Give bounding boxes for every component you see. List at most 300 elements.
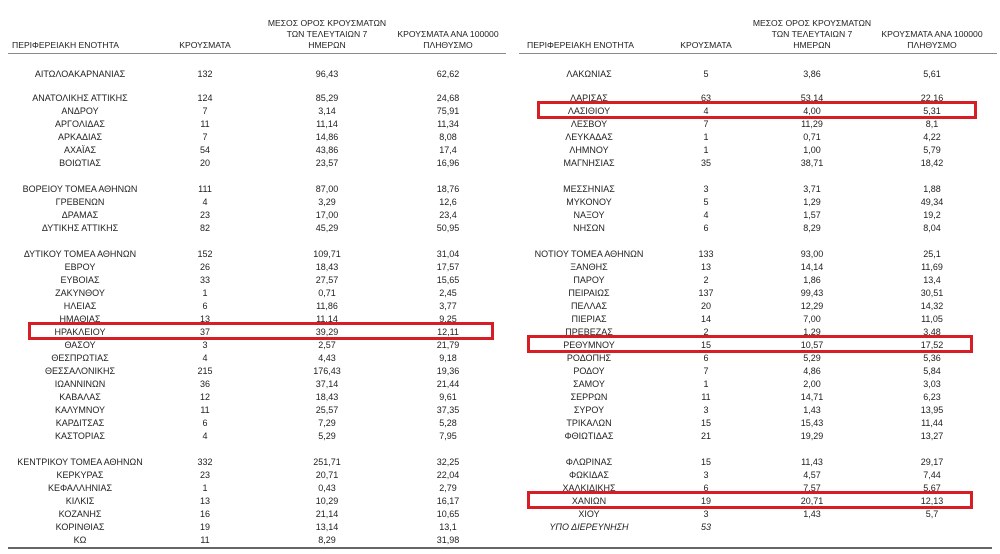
region-cell: ΜΕΣΣΗΝΙΑΣ (563, 184, 615, 194)
per100k-cell: 5,84 (923, 366, 941, 376)
table-row (0, 391, 510, 404)
cases-cell: 2 (703, 275, 709, 285)
table-row (515, 196, 1000, 209)
region-cell: ΝΗΣΩΝ (573, 223, 605, 233)
region-cell: ΡΟΔΟΥ (573, 366, 605, 376)
table-row (0, 274, 510, 287)
per100k-cell: 22,16 (920, 93, 944, 103)
region-cell: ΚΑΛΥΜΝΟΥ (54, 405, 106, 415)
avg-cell: 87,00 (315, 184, 339, 194)
region-cell: ΑΡΓΟΛΙΔΑΣ (55, 119, 105, 129)
table-row (515, 118, 1000, 131)
avg-cell: 0,43 (318, 483, 336, 493)
cases-cell: 6 (703, 483, 709, 493)
avg-cell: 99,43 (800, 288, 824, 298)
header-per100k-line1: ΚΡΟΥΣΜΑΤΑ ΑΝΑ 100000 (881, 29, 983, 39)
per100k-cell: 17,52 (920, 340, 944, 350)
avg-cell: 11,86 (316, 301, 338, 311)
region-cell: ΠΕΙΡΑΙΩΣ (568, 288, 610, 298)
region-cell: ΦΩΚΙΔΑΣ (569, 470, 609, 480)
per100k-cell: 9,18 (439, 353, 457, 363)
per100k-cell: 18,42 (920, 158, 944, 168)
table-row (0, 157, 510, 170)
region-cell: ΠΙΕΡΙΑΣ (571, 314, 607, 324)
table-row (515, 391, 1000, 404)
table-row (515, 209, 1000, 222)
table-row (0, 339, 510, 352)
table-row (0, 92, 510, 105)
per100k-cell: 22,04 (436, 470, 460, 480)
per100k-cell: 17,4 (439, 145, 457, 155)
cases-cell: 15 (700, 457, 711, 467)
per100k-cell: 18,76 (436, 184, 460, 194)
region-cell: ΦΘΙΩΤΙΔΑΣ (564, 431, 614, 441)
cases-cell: 137 (698, 288, 714, 298)
region-cell: ΣΑΜΟΥ (573, 379, 605, 389)
table-row (515, 287, 1000, 300)
region-cell: ΑΙΤΩΛΟΑΚΑΡΝΑΝΙΑΣ (34, 69, 126, 79)
cases-cell: 4 (703, 106, 709, 116)
per100k-cell: 11,69 (921, 262, 943, 272)
region-cell: ΝΑΞΟΥ (573, 210, 605, 220)
cases-cell: 7 (202, 106, 208, 116)
avg-cell: 3,14 (318, 106, 336, 116)
cases-cell: 1 (703, 132, 709, 142)
cases-cell: 15 (700, 418, 711, 428)
region-cell: ΔΡΑΜΑΣ (61, 210, 99, 220)
region-cell: ΙΩΑΝΝΙΝΩΝ (54, 379, 106, 389)
region-cell: ΞΑΝΘΗΣ (570, 262, 608, 272)
cases-cell: 3 (703, 470, 709, 480)
table-row (515, 300, 1000, 313)
per100k-cell: 5,61 (923, 69, 941, 79)
per100k-cell: 19,2 (923, 210, 941, 220)
right-table-header (515, 0, 1000, 54)
region-cell: ΒΟΡΕΙΟΥ ΤΟΜΕΑ ΑΘΗΝΩΝ (22, 184, 138, 194)
per100k-cell: 5,28 (439, 418, 457, 428)
region-cell: ΘΑΣΟΥ (64, 340, 96, 350)
region-cell: ΑΧΑΪΑΣ (63, 145, 97, 155)
region-cell: ΔΥΤΙΚΗΣ ΑΤΤΙΚΗΣ (41, 223, 119, 233)
highlight-box (28, 322, 494, 340)
region-cell: ΠΑΡΟΥ (573, 275, 605, 285)
region-cell: ΛΕΥΚΑΔΑΣ (565, 132, 613, 142)
region-cell: ΘΕΣΠΡΩΤΙΑΣ (51, 353, 109, 363)
avg-cell: 2,57 (318, 340, 336, 350)
region-cell: ΚΑΣΤΟΡΙΑΣ (55, 431, 105, 441)
cases-cell: 124 (197, 93, 213, 103)
table-row (0, 534, 510, 547)
per100k-cell: 6,23 (923, 392, 941, 402)
header-avg-line1: ΜΕΣΟΣ ΟΡΟΣ ΚΡΟΥΣΜΑΤΩΝ (752, 18, 872, 28)
region-cell: ΛΑΣΙΘΙΟΥ (567, 106, 611, 116)
table-row (515, 417, 1000, 430)
cases-cell: 6 (703, 353, 709, 363)
table-row (0, 248, 510, 261)
cases-cell: 3 (703, 405, 709, 415)
per100k-cell: 21,79 (436, 340, 460, 350)
region-cell: ΡΕΘΥΜΝΟΥ (563, 340, 615, 350)
per100k-cell: 8,08 (439, 132, 457, 142)
avg-cell: 18,43 (315, 262, 339, 272)
per100k-cell: 16,17 (436, 496, 460, 506)
cases-cell: 4 (202, 431, 208, 441)
table-row (0, 287, 510, 300)
table-row (515, 131, 1000, 144)
table-row (0, 105, 510, 118)
table-row (515, 313, 1000, 326)
cases-cell: 4 (202, 353, 208, 363)
cases-cell: 133 (698, 249, 714, 259)
region-cell: ΧΑΛΚΙΔΙΚΗΣ (562, 483, 616, 493)
avg-cell: 1,43 (803, 509, 821, 519)
avg-cell: 14,14 (800, 262, 824, 272)
region-cell: ΚΑΒΑΛΑΣ (59, 392, 101, 402)
avg-cell: 43,86 (315, 145, 339, 155)
table-row (0, 131, 510, 144)
per100k-cell: 12,11 (437, 327, 459, 337)
avg-cell: 8,29 (318, 535, 336, 545)
header-avg-line2: ΤΩΝ ΤΕΛΕΥΤΑΙΩΝ 7 (771, 29, 853, 39)
region-cell: ΚΕΦΑΛΛΗΝΙΑΣ (47, 483, 113, 493)
cases-cell: 33 (199, 275, 210, 285)
cases-cell: 13 (199, 314, 210, 324)
per100k-cell: 13,95 (920, 405, 944, 415)
avg-cell: 18,43 (315, 392, 339, 402)
region-cell: ΗΜΑΘΙΑΣ (59, 314, 101, 324)
table-row (515, 521, 1000, 534)
cases-cell: 7 (202, 132, 208, 142)
avg-cell: 20,71 (800, 496, 824, 506)
header-cases: ΚΡΟΥΣΜΑΤΑ (179, 40, 231, 50)
table-row (0, 144, 510, 157)
region-cell: ΡΟΔΟΠΗΣ (566, 353, 612, 363)
avg-cell: 1,00 (803, 145, 821, 155)
cases-cell: 13 (199, 496, 210, 506)
cases-cell: 111 (198, 184, 212, 194)
header-region: ΠΕΡΙΦΕΡΕΙΑΚΗ ΕΝΟΤΗΤΑ (12, 40, 119, 50)
cases-cell: 4 (202, 197, 208, 207)
table-row (0, 456, 510, 469)
per100k-cell: 17,57 (436, 262, 460, 272)
per100k-cell: 62,62 (436, 69, 460, 79)
region-cell: ΣΕΡΡΩΝ (570, 392, 608, 402)
cases-cell: 7 (703, 366, 709, 376)
table-row (0, 209, 510, 222)
per100k-cell: 12,6 (439, 197, 457, 207)
avg-cell: 12,29 (800, 301, 824, 311)
bottom-rule (8, 547, 992, 549)
cases-cell: 4 (703, 210, 709, 220)
cases-cell: 11 (200, 405, 210, 415)
region-cell: ΖΑΚΥΝΘΟΥ (55, 288, 105, 298)
header-region: ΠΕΡΙΦΕΡΕΙΑΚΗ ΕΝΟΤΗΤΑ (527, 40, 634, 50)
cases-cell: 2 (703, 327, 709, 337)
region-cell: ΛΑΡΙΣΑΣ (570, 93, 608, 103)
table-row (515, 68, 1000, 81)
table-row (0, 495, 510, 508)
table-row (515, 157, 1000, 170)
avg-cell: 1,29 (803, 327, 821, 337)
table-row (515, 261, 1000, 274)
header-rule (519, 53, 997, 54)
avg-cell: 251,71 (313, 457, 341, 467)
table-row (515, 183, 1000, 196)
cases-cell: 37 (199, 327, 210, 337)
region-cell: ΕΒΡΟΥ (64, 262, 96, 272)
per100k-cell: 31,98 (436, 535, 460, 545)
cases-cell: 1 (202, 288, 208, 298)
cases-cell: 63 (700, 93, 711, 103)
region-cell: ΒΟΙΩΤΙΑΣ (59, 158, 101, 168)
cases-cell: 19 (199, 522, 210, 532)
header-per100k-line2: ΠΛΗΘΥΣΜΟ (423, 40, 473, 50)
header-avg-line3: ΗΜΕΡΩΝ (308, 40, 346, 50)
region-cell: ΥΠΟ ΔΙΕΡΕΥΝΗΣΗ (549, 522, 629, 532)
cases-cell: 23 (199, 210, 210, 220)
per100k-cell: 12,13 (920, 496, 944, 506)
per100k-cell: 9,61 (439, 392, 457, 402)
region-cell: ΚΙΛΚΙΣ (65, 496, 95, 506)
cases-cell: 5 (703, 197, 709, 207)
region-cell: ΜΑΓΝΗΣΙΑΣ (563, 158, 615, 168)
cases-cell: 15 (700, 340, 711, 350)
avg-cell: 1,29 (803, 197, 821, 207)
region-cell: ΠΡΕΒΕΖΑΣ (565, 327, 613, 337)
per100k-cell: 37,35 (436, 405, 460, 415)
per100k-cell: 24,68 (436, 93, 460, 103)
avg-cell: 21,14 (315, 509, 339, 519)
per100k-cell: 9,25 (439, 314, 457, 324)
region-cell: ΔΥΤΙΚΟΥ ΤΟΜΕΑ ΑΘΗΝΩΝ (23, 249, 137, 259)
avg-cell: 5,29 (803, 353, 821, 363)
table-row (0, 378, 510, 391)
header-avg-line1: ΜΕΣΟΣ ΟΡΟΣ ΚΡΟΥΣΜΑΤΩΝ (267, 18, 387, 28)
table-row (0, 365, 510, 378)
cases-cell: 21 (700, 431, 711, 441)
avg-cell: 13,14 (315, 522, 339, 532)
table-row (515, 248, 1000, 261)
highlight-box (527, 491, 973, 509)
header-per100k-line2: ΠΛΗΘΥΣΜΟ (907, 40, 957, 50)
avg-cell: 10,57 (800, 340, 824, 350)
avg-cell: 11,14 (316, 119, 338, 129)
table-row (0, 68, 510, 81)
table-row (515, 469, 1000, 482)
per100k-cell: 1,88 (923, 184, 941, 194)
region-cell: ΛΑΚΩΝΙΑΣ (566, 69, 612, 79)
per100k-cell: 49,34 (920, 197, 944, 207)
avg-cell: 7,57 (803, 483, 821, 493)
per100k-cell: 25,1 (923, 249, 941, 259)
avg-cell: 10,29 (315, 496, 339, 506)
table-row (0, 482, 510, 495)
cases-cell: 35 (700, 158, 711, 168)
avg-cell: 27,57 (315, 275, 339, 285)
avg-cell: 4,43 (318, 353, 336, 363)
cases-cell: 12 (199, 392, 210, 402)
cases-cell: 6 (202, 301, 208, 311)
avg-cell: 11,43 (801, 457, 823, 467)
per100k-cell: 3,48 (923, 327, 941, 337)
table-row (515, 404, 1000, 417)
per100k-cell: 14,32 (920, 301, 944, 311)
per100k-cell: 21,44 (436, 379, 460, 389)
region-cell: ΚΩ (73, 535, 87, 545)
avg-cell: 25,57 (315, 405, 339, 415)
table-row (515, 352, 1000, 365)
per100k-cell: 8,1 (925, 119, 939, 129)
avg-cell: 8,29 (803, 223, 821, 233)
avg-cell: 7,29 (318, 418, 336, 428)
per100k-cell: 15,65 (436, 275, 460, 285)
per100k-cell: 31,04 (436, 249, 460, 259)
per100k-cell: 11,05 (921, 314, 943, 324)
cases-cell: 82 (199, 223, 210, 233)
cases-cell: 19 (700, 496, 711, 506)
table-row (515, 144, 1000, 157)
per100k-cell: 30,51 (920, 288, 944, 298)
avg-cell: 1,57 (803, 210, 821, 220)
region-cell: ΓΡΕΒΕΝΩΝ (55, 197, 105, 207)
per100k-cell: 13,27 (920, 431, 944, 441)
table-row (515, 365, 1000, 378)
region-cell: ΚΟΡΙΝΘΙΑΣ (55, 522, 105, 532)
header-cases: ΚΡΟΥΣΜΑΤΑ (680, 40, 732, 50)
cases-cell: 3 (703, 509, 709, 519)
cases-cell: 215 (197, 366, 213, 376)
avg-cell: 11,29 (801, 119, 823, 129)
per100k-cell: 13,1 (439, 522, 457, 532)
cases-cell: 53 (700, 522, 711, 532)
table-row (515, 222, 1000, 235)
table-row (0, 222, 510, 235)
left-table-header (0, 0, 510, 54)
per100k-cell: 11,34 (437, 119, 459, 129)
table-row (0, 417, 510, 430)
header-per100k (867, 29, 997, 51)
avg-cell: 14,86 (315, 132, 339, 142)
region-cell: ΣΥΡΟΥ (573, 405, 605, 415)
avg-cell: 3,71 (803, 184, 821, 194)
region-cell: ΚΕΝΤΡΙΚΟΥ ΤΟΜΕΑ ΑΘΗΝΩΝ (17, 457, 143, 467)
table-row (0, 404, 510, 417)
table-row (515, 456, 1000, 469)
cases-cell: 1 (202, 483, 208, 493)
avg-cell: 7,00 (803, 314, 821, 324)
per100k-cell: 29,17 (920, 457, 944, 467)
cases-cell: 152 (197, 249, 213, 259)
per100k-cell: 3,03 (923, 379, 941, 389)
avg-cell: 4,57 (803, 470, 821, 480)
region-cell: ΠΕΛΛΑΣ (570, 301, 608, 311)
header-per100k-line1: ΚΡΟΥΣΜΑΤΑ ΑΝΑ 100000 (397, 29, 499, 39)
avg-cell: 93,00 (800, 249, 824, 259)
table-row (515, 508, 1000, 521)
per100k-cell: 23,4 (439, 210, 457, 220)
table-row (0, 183, 510, 196)
region-cell: ΧΑΝΙΩΝ (571, 496, 607, 506)
region-cell: ΛΗΜΝΟΥ (569, 145, 609, 155)
avg-cell: 3,86 (803, 69, 821, 79)
avg-cell: 38,71 (800, 158, 824, 168)
per100k-cell: 5,67 (923, 483, 941, 493)
avg-cell: 176,43 (313, 366, 341, 376)
avg-cell: 37,14 (315, 379, 339, 389)
cases-cell: 36 (199, 379, 210, 389)
cases-cell: 11 (200, 535, 210, 545)
table-row (0, 430, 510, 443)
per100k-cell: 13,4 (923, 275, 941, 285)
cases-cell: 11 (701, 392, 711, 402)
region-cell: ΕΥΒΟΙΑΣ (60, 275, 100, 285)
header-avg (262, 18, 392, 51)
avg-cell: 23,57 (315, 158, 339, 168)
cases-cell: 6 (703, 223, 709, 233)
per100k-cell: 10,65 (436, 509, 460, 519)
region-cell: ΗΛΕΙΑΣ (63, 301, 97, 311)
region-cell: ΚΟΖΑΝΗΣ (58, 509, 102, 519)
avg-cell: 85,29 (315, 93, 339, 103)
cases-cell: 20 (700, 301, 711, 311)
header-avg (747, 18, 877, 51)
avg-cell: 11,14 (316, 314, 338, 324)
table-row (0, 196, 510, 209)
region-cell: ΛΕΣΒΟΥ (570, 119, 608, 129)
cases-cell: 6 (202, 418, 208, 428)
avg-cell: 39,29 (315, 327, 339, 337)
region-cell: ΗΡΑΚΛΕΙΟΥ (54, 327, 106, 337)
per100k-cell: 4,22 (923, 132, 941, 142)
table-row (0, 300, 510, 313)
region-cell: ΜΥΚΟΝΟΥ (566, 197, 612, 207)
header-avg-line2: ΤΩΝ ΤΕΛΕΥΤΑΙΩΝ 7 (286, 29, 368, 39)
avg-cell: 15,43 (800, 418, 824, 428)
cases-cell: 5 (703, 69, 709, 79)
table-row (515, 430, 1000, 443)
table-row (515, 378, 1000, 391)
region-cell: ΘΕΣΣΑΛΟΝΙΚΗΣ (44, 366, 116, 376)
cases-cell: 20 (199, 158, 210, 168)
per100k-cell: 5,36 (923, 353, 941, 363)
per100k-cell: 75,91 (436, 106, 460, 116)
avg-cell: 20,71 (315, 470, 339, 480)
table-row (0, 352, 510, 365)
cases-cell: 1 (703, 145, 709, 155)
region-cell: ΤΡΙΚΑΛΩΝ (566, 418, 612, 428)
avg-cell: 5,29 (318, 431, 336, 441)
per100k-cell: 32,25 (436, 457, 460, 467)
per100k-cell: 16,96 (436, 158, 460, 168)
avg-cell: 4,86 (803, 366, 821, 376)
region-cell: ΦΛΩΡΙΝΑΣ (565, 457, 613, 467)
cases-cell: 3 (703, 184, 709, 194)
avg-cell: 96,43 (315, 69, 339, 79)
region-cell: ΚΑΡΔΙΤΣΑΣ (55, 418, 105, 428)
cases-cell: 132 (197, 69, 213, 79)
per100k-cell: 7,95 (439, 431, 457, 441)
avg-cell: 1,43 (803, 405, 821, 415)
avg-cell: 109,71 (313, 249, 341, 259)
table-row (0, 521, 510, 534)
header-avg-line3: ΗΜΕΡΩΝ (793, 40, 831, 50)
cases-cell: 16 (199, 509, 210, 519)
cases-cell: 13 (700, 262, 711, 272)
avg-cell: 53,14 (800, 93, 824, 103)
avg-cell: 45,29 (315, 223, 339, 233)
cases-cell: 14 (700, 314, 711, 324)
per100k-cell: 5,79 (923, 145, 941, 155)
